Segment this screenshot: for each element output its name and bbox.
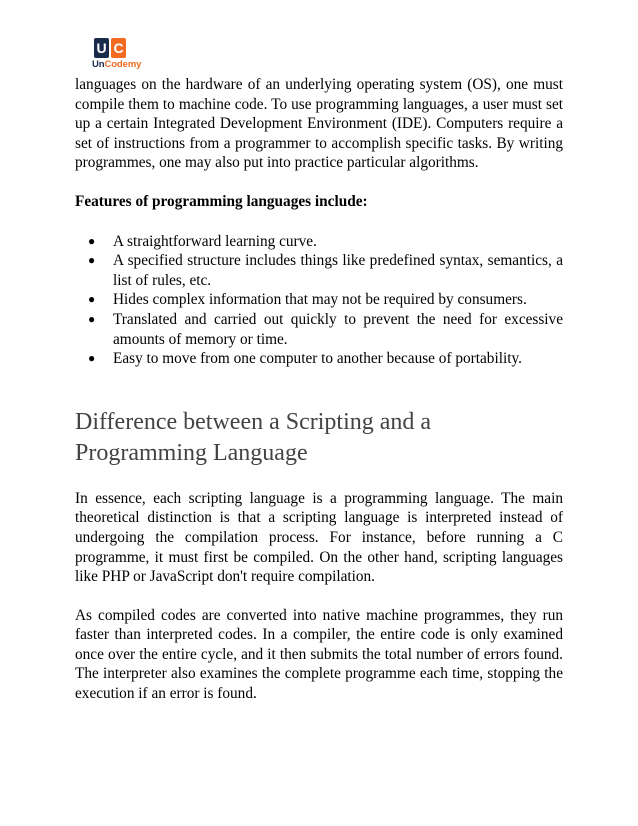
list-item xyxy=(75,232,563,252)
list-item xyxy=(75,251,563,290)
bullet-icon: ● xyxy=(88,253,96,268)
bullet-icon: ● xyxy=(88,292,96,307)
features-heading: Features of programming languages include: xyxy=(75,192,368,210)
bullet-icon: ● xyxy=(88,233,96,248)
body-paragraph-2: As compiled codes are converted into native machine programmes, they run faster than interpreted codes. In a compiler, the entire code is only examined once over the entire cycle, and it then submits the total number of errors found. The interpreter also examines the complete programme each time, stopping the execution if an error is found. xyxy=(75,606,563,703)
list-item xyxy=(75,349,563,369)
logo-wordmark-part2: Codemy xyxy=(104,59,142,70)
bullet-icon: ● xyxy=(88,351,96,366)
list-item-text: Translated and carried out quickly to prevent the need for excessive amounts of memory or time. xyxy=(113,310,563,348)
logo-wordmark xyxy=(92,59,141,70)
list-item-text: Easy to move from one computer to another because of portability. xyxy=(113,350,522,368)
logo-mark-left: U xyxy=(96,40,107,56)
features-list xyxy=(75,232,563,369)
uncodemy-logo-mark xyxy=(94,38,128,58)
list-item-text: A straightforward learning curve. xyxy=(113,232,317,250)
list-item-text: A specified structure includes things like predefined syntax, semantics, a list of rules, etc. xyxy=(113,252,563,289)
list-item xyxy=(75,310,563,349)
intro-paragraph: languages on the hardware of an underlying operating system (OS), one must compile them to machine code. To use programming languages, a user must set up a certain Integrated Development Environment (IDE). Computers require a set of instructions from a programmer to accomplish specific tasks. By writing programmes, one may also put into practice particular algorithms. xyxy=(75,76,563,172)
uncodemy-logo xyxy=(92,38,140,74)
bullet-icon: ● xyxy=(88,311,96,326)
list-item-text: Hides complex information that may not be required by consumers. xyxy=(113,291,527,309)
section-title: Difference between a Scripting and a Programming Language xyxy=(75,408,432,466)
body-paragraph-1: In essence, each scripting language is a programming language. The main theoretical distinction is that a scripting language is interpreted instead of undergoing the compilation process. For instance, before running a C programme, it must first be compiled. On the other hand, scripting languages like PHP or JavaScript don't require compilation. xyxy=(75,489,563,586)
document-body xyxy=(75,75,563,704)
logo-mark-right: C xyxy=(113,40,124,56)
logo-wordmark-part1: Un xyxy=(92,59,105,70)
list-item xyxy=(75,290,563,310)
